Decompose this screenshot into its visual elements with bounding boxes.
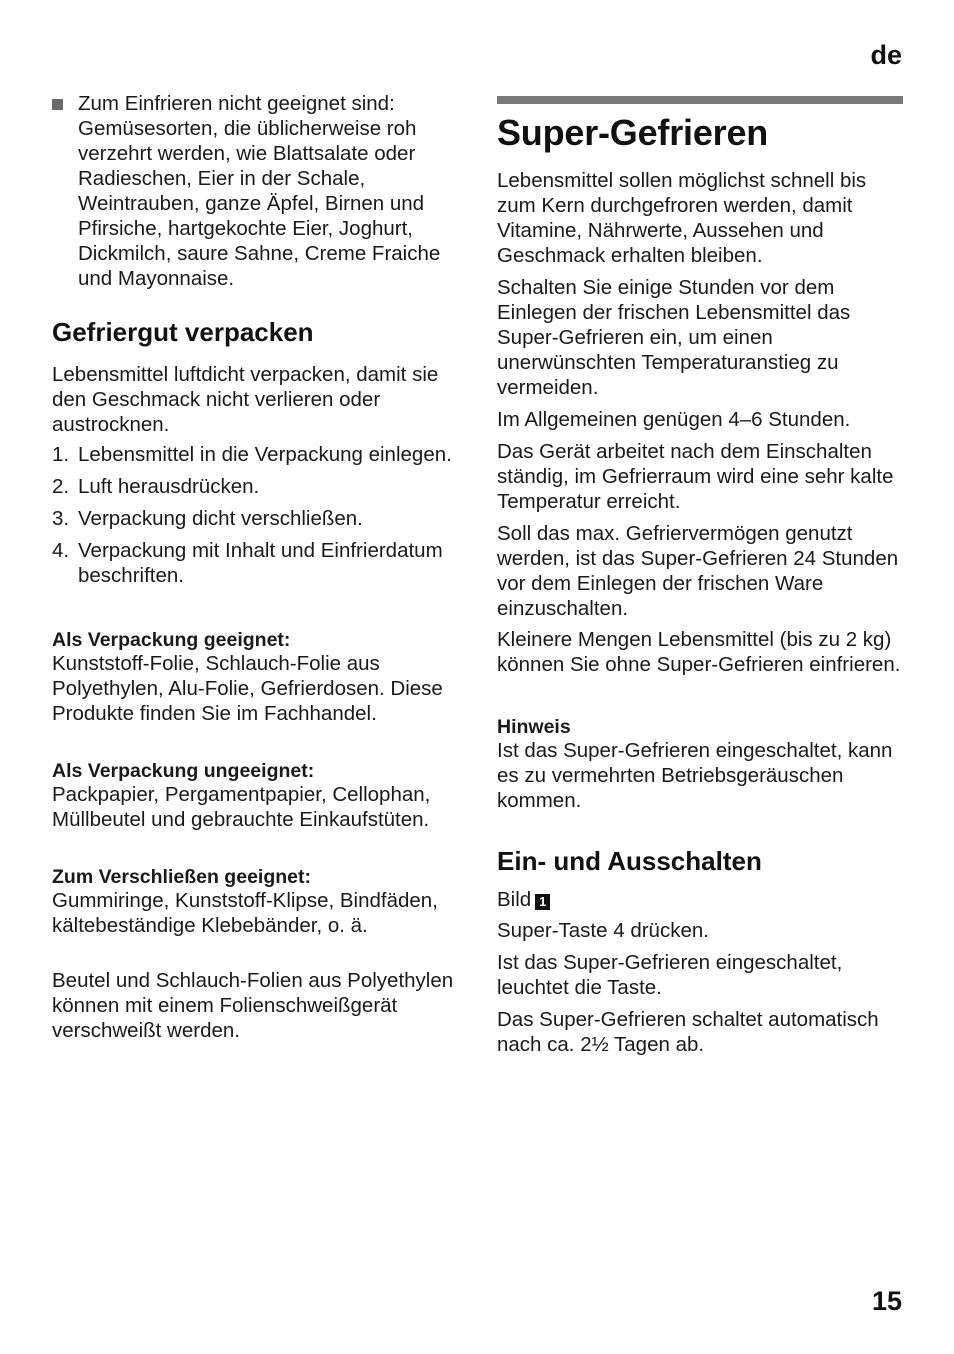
note-label: Hinweis [497, 716, 571, 738]
welding-note: Beutel und Schlauch-Folien aus Polyethylen können mit einem Folienschweißgerät verschweißt werden. [52, 969, 454, 1042]
closing-text: Gummiringe, Kunststoff-Klipse, Bindfäden, kältebeständige Klebebänder, o. ä. [52, 889, 438, 937]
page-number: 15 [871, 1286, 902, 1316]
step-item [52, 442, 462, 467]
paragraph: Soll das max. Gefriervermögen genutzt werden, ist das Super-Gefrieren 24 Stunden vor dem Einlegen der frischen Ware einzuschalten. [497, 522, 899, 620]
packaging-intro: Lebensmittel luftdicht verpacken, damit sie den Geschmack nicht verlieren oder austrocknen. [52, 363, 439, 436]
step-text: Verpackung mit Inhalt und Einfrierdatum beschriften. [78, 539, 443, 587]
figure-label: Bild [497, 888, 532, 911]
step-number: 3. [52, 507, 70, 530]
step-item [52, 506, 462, 531]
step-text: Lebensmittel in die Verpackung einlegen. [78, 443, 452, 466]
paragraph: Im Allgemeinen genügen 4–6 Stunden. [497, 408, 851, 431]
paragraph: Das Super-Gefrieren schaltet automatisch nach ca. 2½ Tagen ab. [497, 1008, 879, 1056]
closing-label: Zum Verschließen geeignet: [52, 866, 311, 888]
paragraph: Lebensmittel sollen möglichst schnell bis zum Kern durchgefroren werden, damit Vitamine, Nährwerte, Aussehen und Geschmack erhalten bleiben. [497, 169, 867, 267]
bullet-text: Zum Einfrieren nicht geeignet sind: Gemüsesorten, die üblicherweise roh verzehrt werden, wie Blattsalate oder Radieschen, Eier in der Schale, Weintrauben, ganze Äpfel, Birnen und Pfirsiche, hartgekochte Eier, Joghurt, Dickmilch, saure Sahne, Creme Fraiche und Mayonnaise. [78, 92, 441, 290]
unsuitable-text: Packpapier, Pergamentpapier, Cellophan, Müllbeutel und gebrauchte Einkaufstüten. [52, 783, 431, 831]
section-rule [497, 96, 903, 104]
step-item [52, 474, 462, 499]
step-text: Verpackung dicht verschließen. [78, 507, 363, 530]
suitable-packaging-block [52, 629, 462, 726]
page-title: Super-Gefrieren [497, 112, 769, 153]
figure-number-box: 1 [535, 894, 550, 910]
figure-reference [497, 887, 903, 912]
section-title-switching: Ein- und Ausschalten [497, 846, 762, 876]
step-number: 2. [52, 475, 70, 498]
step-text: Luft herausdrücken. [78, 475, 260, 498]
unsuitable-foods-bullet [52, 91, 462, 291]
language-label: de [870, 40, 902, 70]
suitable-text: Kunststoff-Folie, Schlauch-Folie aus Polyethylen, Alu-Folie, Gefrierdosen. Diese Produkte finden Sie im Fachhandel. [52, 652, 443, 725]
suitable-label: Als Verpackung geeignet: [52, 629, 291, 651]
square-bullet-icon [52, 99, 63, 110]
unsuitable-packaging-block [52, 760, 462, 832]
unsuitable-label: Als Verpackung ungeeignet: [52, 760, 315, 782]
section-title-packaging: Gefriergut verpacken [52, 317, 314, 347]
paragraph: Das Gerät arbeitet nach dem Einschalten ständig, im Gefrierraum wird eine sehr kalte Temperatur erreicht. [497, 440, 894, 513]
paragraph: Schalten Sie einige Stunden vor dem Einlegen der frischen Lebensmittel das Super-Gefrieren ein, um einen unerwünschten Temperaturanstieg zu vermeiden. [497, 276, 851, 399]
closing-block [52, 866, 462, 938]
note-block [497, 716, 903, 813]
note-text: Ist das Super-Gefrieren eingeschaltet, kann es zu vermehrten Betriebsgeräuschen kommen. [497, 739, 893, 812]
paragraph: Ist das Super-Gefrieren eingeschaltet, leuchtet die Taste. [497, 951, 843, 999]
paragraph: Kleinere Mengen Lebensmittel (bis zu 2 kg) können Sie ohne Super-Gefrieren einfrieren. [497, 628, 901, 676]
step-number: 1. [52, 443, 70, 466]
paragraph: Super-Taste 4 drücken. [497, 919, 709, 942]
step-item [52, 538, 462, 588]
packaging-steps [52, 442, 462, 595]
step-number: 4. [52, 539, 70, 562]
